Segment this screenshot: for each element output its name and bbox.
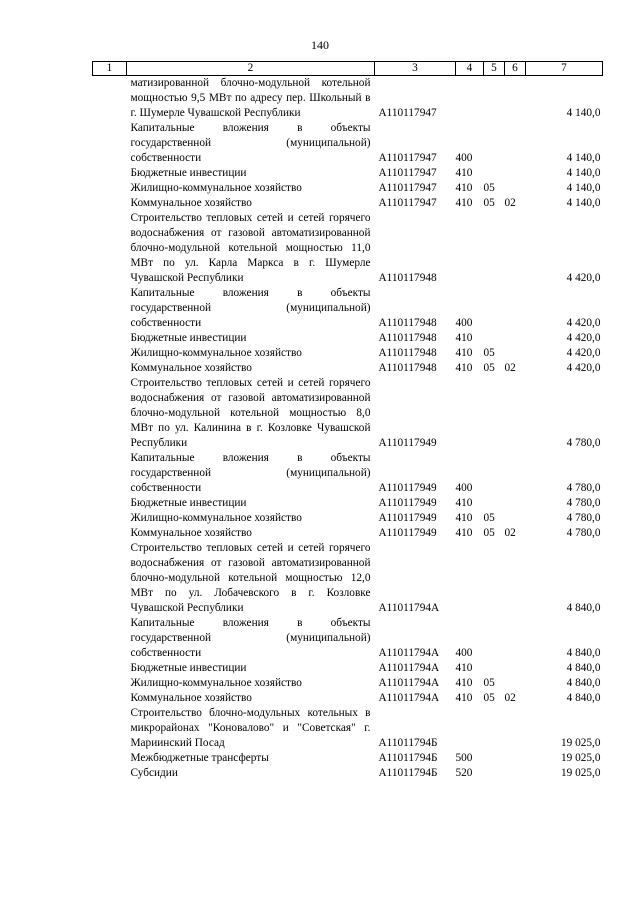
cell-col-1	[93, 616, 127, 661]
row-section: 05	[483, 677, 495, 689]
row-name: Бюджетные инвестиции	[130, 662, 247, 674]
row-section	[484, 286, 505, 331]
row-name: Коммунальное хозяйство	[130, 692, 252, 704]
row-amount: 4 140,0	[566, 167, 601, 179]
row-section: 05	[483, 512, 495, 524]
row-section: 05	[483, 527, 495, 539]
row-section: 05	[483, 362, 495, 374]
row-subsection	[505, 751, 526, 766]
column-number-row	[93, 62, 603, 76]
row-name: Капитальные вложения в объекты государственной (муниципальной) собственности	[130, 617, 371, 659]
row-name: матизированной блочно-модульной котельной мощностью 9,5 МВт по адресу пер. Школьный в г. Шумерле Чувашской Республики	[130, 77, 371, 119]
row-section: 05	[483, 182, 495, 194]
row-name: Строительство тепловых сетей и сетей горячего водоснабжения от газовой автоматизированной блочно-модульной котельной мощностью 11,0 МВт по ул. Карла Маркса в г. Шумерле Чувашской Республики	[130, 212, 371, 284]
row-section	[484, 211, 505, 286]
row-name: Жилищно-коммунальное хозяйство	[130, 182, 302, 194]
row-section	[484, 541, 505, 616]
row-subsection	[505, 511, 526, 526]
row-amount: 4 780,0	[566, 527, 601, 539]
row-amount: 4 420,0	[566, 347, 601, 359]
row-subsection	[505, 376, 526, 451]
table-row	[93, 166, 603, 181]
table-row	[93, 181, 603, 196]
row-subsection	[505, 181, 526, 196]
row-code: А110117947	[378, 107, 437, 119]
row-expense-type: 410	[455, 527, 473, 539]
row-code: А110117947	[378, 167, 437, 179]
cell-col-1	[93, 676, 127, 691]
row-subsection	[505, 541, 526, 616]
row-expense-type: 500	[455, 752, 473, 764]
row-section	[484, 121, 505, 166]
row-section: 05	[483, 347, 495, 359]
cell-col-1	[93, 541, 127, 616]
cell-col-1	[93, 76, 127, 122]
row-section	[484, 766, 505, 781]
row-subsection	[505, 766, 526, 781]
column-header-7: 7	[526, 62, 603, 76]
row-code: А110117949	[378, 482, 437, 494]
cell-col-1	[93, 661, 127, 676]
row-expense-type: 410	[455, 497, 473, 509]
row-subsection	[505, 661, 526, 676]
row-name: Бюджетные инвестиции	[130, 332, 247, 344]
row-section	[484, 451, 505, 496]
cell-col-1	[93, 181, 127, 196]
row-name: Строительство тепловых сетей и сетей горячего водоснабжения от газовой автоматизированной блочно-модульной котельной мощностью 12,0 МВт по ул. Лобачевского в г. Козловке Чувашской Республики	[130, 542, 371, 614]
row-amount: 19 025,0	[560, 752, 601, 764]
row-section: 05	[483, 692, 495, 704]
row-subsection	[505, 76, 526, 122]
column-header-2: 2	[127, 62, 375, 76]
cell-col-1	[93, 121, 127, 166]
row-amount: 4 140,0	[566, 197, 601, 209]
row-name: Субсидии	[130, 767, 178, 779]
cell-col-1	[93, 196, 127, 211]
row-code: А110117947	[378, 182, 437, 194]
row-code: А110117948	[378, 332, 437, 344]
row-expense-type: 400	[455, 317, 473, 329]
row-subsection: 02	[504, 692, 516, 704]
row-expense-type: 400	[455, 647, 473, 659]
row-code: А110117949	[378, 527, 437, 539]
row-name: Бюджетные инвестиции	[130, 497, 247, 509]
table-row	[93, 361, 603, 376]
row-section	[484, 616, 505, 661]
table-row	[93, 511, 603, 526]
row-code: А11011794А	[378, 647, 440, 659]
cell-col-1	[93, 691, 127, 706]
row-code: А110117948	[378, 362, 437, 374]
table-row	[93, 676, 603, 691]
row-name: Коммунальное хозяйство	[130, 527, 252, 539]
row-code: А110117949	[378, 512, 437, 524]
column-header-3: 3	[375, 62, 456, 76]
row-subsection	[505, 451, 526, 496]
row-amount: 19 025,0	[560, 737, 601, 749]
row-section	[484, 76, 505, 122]
row-subsection	[505, 121, 526, 166]
row-code: А11011794А	[378, 677, 440, 689]
row-expense-type: 410	[455, 197, 473, 209]
cell-col-1	[93, 751, 127, 766]
row-subsection: 02	[504, 362, 516, 374]
page-number: 140	[311, 38, 329, 52]
column-header-4: 4	[456, 62, 484, 76]
row-expense-type: 520	[455, 767, 473, 779]
column-header-5: 5	[484, 62, 505, 76]
row-amount: 4 840,0	[566, 602, 601, 614]
cell-col-1	[93, 331, 127, 346]
row-subsection	[505, 706, 526, 751]
row-code: А11011794Б	[378, 737, 438, 749]
row-code: А11011794А	[378, 692, 440, 704]
row-code: А110117948	[378, 347, 437, 359]
table-row	[93, 691, 603, 706]
row-subsection	[505, 616, 526, 661]
cell-col-1	[93, 286, 127, 331]
row-expense-type: 400	[455, 152, 473, 164]
row-code: А110117949	[378, 497, 437, 509]
row-amount: 4 780,0	[566, 512, 601, 524]
row-code: А11011794А	[378, 662, 440, 674]
row-expense-type: 410	[455, 692, 473, 704]
row-subsection	[505, 496, 526, 511]
row-name: Капитальные вложения в объекты государственной (муниципальной) собственности	[130, 452, 371, 494]
row-name: Межбюджетные трансферты	[130, 752, 269, 764]
row-expense-type	[456, 76, 484, 122]
row-code: А110117949	[378, 437, 437, 449]
row-amount: 19 025,0	[560, 767, 601, 779]
row-subsection	[505, 211, 526, 286]
row-code: А11011794Б	[378, 767, 438, 779]
cell-col-1	[93, 451, 127, 496]
table-row	[93, 496, 603, 511]
row-name: Капитальные вложения в объекты государственной (муниципальной) собственности	[130, 122, 371, 164]
row-subsection	[505, 676, 526, 691]
row-code: А110117947	[378, 197, 437, 209]
row-amount: 4 840,0	[566, 692, 601, 704]
row-expense-type: 410	[455, 167, 473, 179]
row-amount: 4 140,0	[566, 107, 601, 119]
row-amount: 4 780,0	[566, 482, 601, 494]
table-row	[93, 706, 603, 751]
table-row	[93, 331, 603, 346]
row-amount: 4 140,0	[566, 182, 601, 194]
row-section: 05	[483, 197, 495, 209]
row-section	[484, 376, 505, 451]
column-header-6: 6	[505, 62, 526, 76]
cell-col-1	[93, 511, 127, 526]
row-section	[484, 751, 505, 766]
row-amount: 4 420,0	[566, 317, 601, 329]
row-expense-type: 410	[455, 362, 473, 374]
row-amount: 4 420,0	[566, 332, 601, 344]
table-row	[93, 616, 603, 661]
row-section	[484, 661, 505, 676]
row-expense-type	[456, 541, 484, 616]
row-subsection	[505, 346, 526, 361]
table-row	[93, 526, 603, 541]
row-amount: 4 140,0	[566, 152, 601, 164]
table-row	[93, 751, 603, 766]
table-row	[93, 121, 603, 166]
row-expense-type: 410	[455, 677, 473, 689]
column-header-1: 1	[93, 62, 127, 76]
row-name: Коммунальное хозяйство	[130, 197, 252, 209]
table-row	[93, 211, 603, 286]
row-expense-type	[456, 376, 484, 451]
row-code: А11011794Б	[378, 752, 438, 764]
table-row	[93, 766, 603, 781]
row-subsection: 02	[504, 197, 516, 209]
row-expense-type	[456, 211, 484, 286]
row-expense-type: 410	[455, 182, 473, 194]
cell-col-1	[93, 346, 127, 361]
row-code: А110117948	[378, 317, 437, 329]
row-name: Жилищно-коммунальное хозяйство	[130, 512, 302, 524]
cell-col-1	[93, 766, 127, 781]
row-expense-type	[456, 706, 484, 751]
row-section	[484, 331, 505, 346]
table-row	[93, 286, 603, 331]
row-expense-type: 410	[455, 347, 473, 359]
row-code: А110117947	[378, 152, 437, 164]
row-name: Строительство тепловых сетей и сетей горячего водоснабжения от газовой автоматизированной блочно-модульной котельной мощностью 8,0 МВт по ул. Калинина в г. Козловке Чувашской Республики	[130, 377, 371, 449]
row-amount: 4 420,0	[566, 362, 601, 374]
row-name: Жилищно-коммунальное хозяйство	[130, 347, 302, 359]
row-expense-type: 410	[455, 662, 473, 674]
table-row	[93, 76, 603, 122]
row-code: А11011794А	[378, 602, 440, 614]
row-code: А110117948	[378, 272, 437, 284]
cell-col-1	[93, 706, 127, 751]
row-name: Капитальные вложения в объекты государственной (муниципальной) собственности	[130, 287, 371, 329]
cell-col-1	[93, 526, 127, 541]
row-subsection	[505, 166, 526, 181]
row-expense-type: 410	[455, 332, 473, 344]
table-body	[93, 76, 603, 782]
row-section	[484, 496, 505, 511]
table-row	[93, 541, 603, 616]
row-amount: 4 840,0	[566, 677, 601, 689]
cell-col-1	[93, 166, 127, 181]
row-name: Строительство блочно-модульных котельных в микрорайонах "Коновалово" и "Советская" г. Мариинский Посад	[130, 707, 371, 749]
budget-table	[92, 61, 603, 781]
row-amount: 4 780,0	[566, 497, 601, 509]
row-subsection	[505, 286, 526, 331]
row-name: Бюджетные инвестиции	[130, 167, 247, 179]
row-amount: 4 840,0	[566, 662, 601, 674]
cell-col-1	[93, 376, 127, 451]
row-amount: 4 840,0	[566, 647, 601, 659]
table-row	[93, 376, 603, 451]
cell-col-1	[93, 496, 127, 511]
row-name: Коммунальное хозяйство	[130, 362, 252, 374]
row-name: Жилищно-коммунальное хозяйство	[130, 677, 302, 689]
row-amount: 4 780,0	[566, 437, 601, 449]
row-section	[484, 166, 505, 181]
cell-col-1	[93, 361, 127, 376]
row-expense-type: 410	[455, 512, 473, 524]
row-subsection	[505, 331, 526, 346]
table-row	[93, 661, 603, 676]
cell-col-1	[93, 211, 127, 286]
row-subsection: 02	[504, 527, 516, 539]
row-amount: 4 420,0	[566, 272, 601, 284]
table-row	[93, 346, 603, 361]
row-section	[484, 706, 505, 751]
table-row	[93, 196, 603, 211]
row-expense-type: 400	[455, 482, 473, 494]
table-row	[93, 451, 603, 496]
